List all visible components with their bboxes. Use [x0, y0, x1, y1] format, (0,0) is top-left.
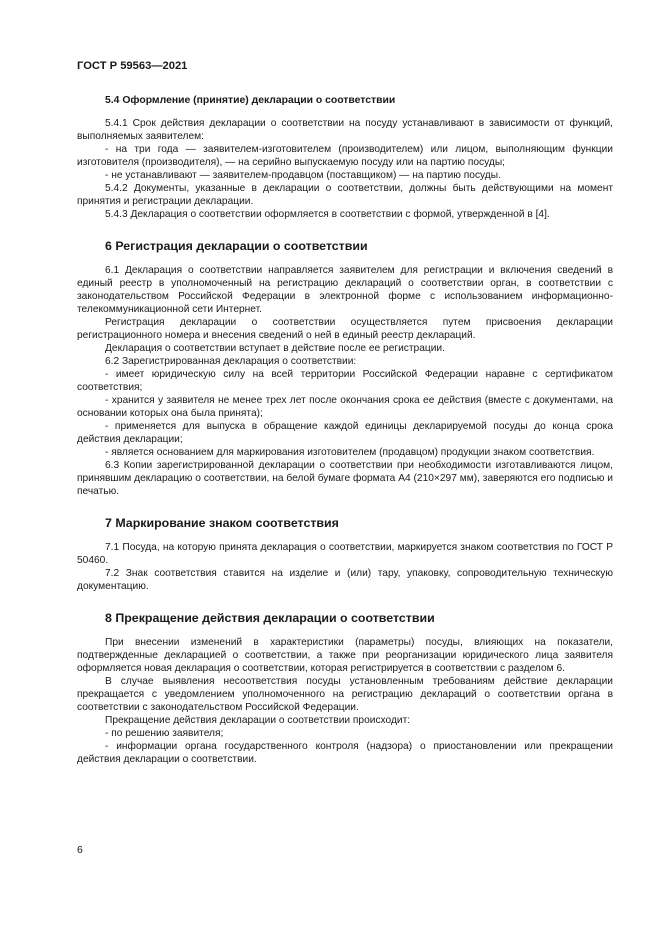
paragraph: 6.1 Декларация о соответствии направляется заявителем для регистрации и включения сведений в единый реестр в уполномоченный на регистрацию деклараций о соответствии орган, в соответствии с законодательством Российской Федерации в электронной форме с использованием информационно-телекоммуникационной сети Интернет.: [77, 265, 613, 315]
paragraph: 6.3 Копии зарегистрированной декларации о соответствии при необходимости изготавливаются лицом, принявшим декларацию о соответствии, на белой бумаге формата А4 (210×297 мм), заверяются его подписью и печатью.: [77, 460, 613, 497]
section-heading: 8 Прекращение действия декларации о соответствии: [105, 611, 435, 625]
list-item: - применяется для выпуска в обращение каждой единицы декларируемой посуды до конца срока действия декларации;: [77, 421, 613, 445]
paragraph: Регистрация декларации о соответствии осуществляется путем присвоения декларации регистрационного номера и внесения сведений о ней в единый реестр деклараций.: [77, 317, 613, 341]
section-5-4: [77, 94, 613, 221]
page-number: 6: [77, 844, 83, 856]
paragraph: 5.4.2 Документы, указанные в декларации о соответствии, должны быть действующими на момент принятия и регистрации декларации.: [77, 183, 613, 207]
paragraph: 7.1 Посуда, на которую принята декларация о соответствии, маркируется знаком соответствия по ГОСТ Р 50460.: [77, 542, 613, 566]
paragraph: 6.2 Зарегистрированная декларация о соответствии:: [105, 356, 357, 367]
subsection-heading: 5.4 Оформление (принятие) декларации о соответствии: [105, 95, 396, 106]
standard-designation: ГОСТ Р 59563—2021: [77, 60, 188, 72]
paragraph: 5.4.1 Срок действия декларации о соответствии на посуду устанавливают в зависимости от функций, выполняемых заявителем:: [77, 118, 613, 142]
list-item: - является основанием для маркирования изготовителем (продавцом) продукции знаком соответствия.: [105, 447, 595, 458]
document-body: [77, 94, 613, 766]
paragraph: Прекращение действия декларации о соответствии происходит:: [105, 715, 411, 726]
paragraph: Декларация о соответствии вступает в действие после ее регистрации.: [105, 343, 445, 354]
section-6: [77, 239, 613, 498]
section-8: [77, 611, 613, 766]
paragraph: 7.2 Знак соответствия ставится на изделие и (или) тару, упаковку, сопроводительную техническую документацию.: [77, 568, 613, 592]
list-item: - имеет юридическую силу на всей территории Российской Федерации наравне с сертификатом соответствия;: [77, 369, 613, 393]
list-item: - на три года — заявителем-изготовителем (производителем) или лицом, выполняющим функции изготовителя (производителя), — на серийно выпускаемую посуду или на партию посуды;: [77, 144, 613, 168]
list-item: - хранится у заявителя не менее трех лет после окончания срока ее действия (вместе с документами, на основании которых она была принята);: [77, 395, 613, 419]
list-item: - по решению заявителя;: [105, 728, 224, 739]
section-heading: 6 Регистрация декларации о соответствии: [105, 239, 368, 253]
list-item: - не устанавливают — заявителем-продавцом (поставщиком) — на партию посуды.: [105, 170, 501, 181]
section-heading: 7 Маркирование знаком соответствия: [105, 516, 339, 530]
paragraph: 5.4.3 Декларация о соответствии оформляется в соответствии с формой, утвержденной в [4].: [105, 209, 550, 220]
list-item: - информации органа государственного контроля (надзора) о приостановлении или прекращении действия декларации о соответствии.: [77, 741, 613, 765]
section-7: [77, 516, 613, 593]
paragraph: В случае выявления несоответствия посуды установленным требованиям действие декларации прекращается с уведомлением уполномоченного на регистрацию деклараций о соответствии органа в соответствии с законодательством Российской Федерации.: [77, 676, 613, 713]
paragraph: При внесении изменений в характеристики (параметры) посуды, влияющих на показатели, подтвержденные декларацией о соответствии, а также при реорганизации юридического лица заявителя оформляется новая декларация о соответствии, которая регистрируется в соответствии с разделом 6.: [77, 637, 613, 674]
